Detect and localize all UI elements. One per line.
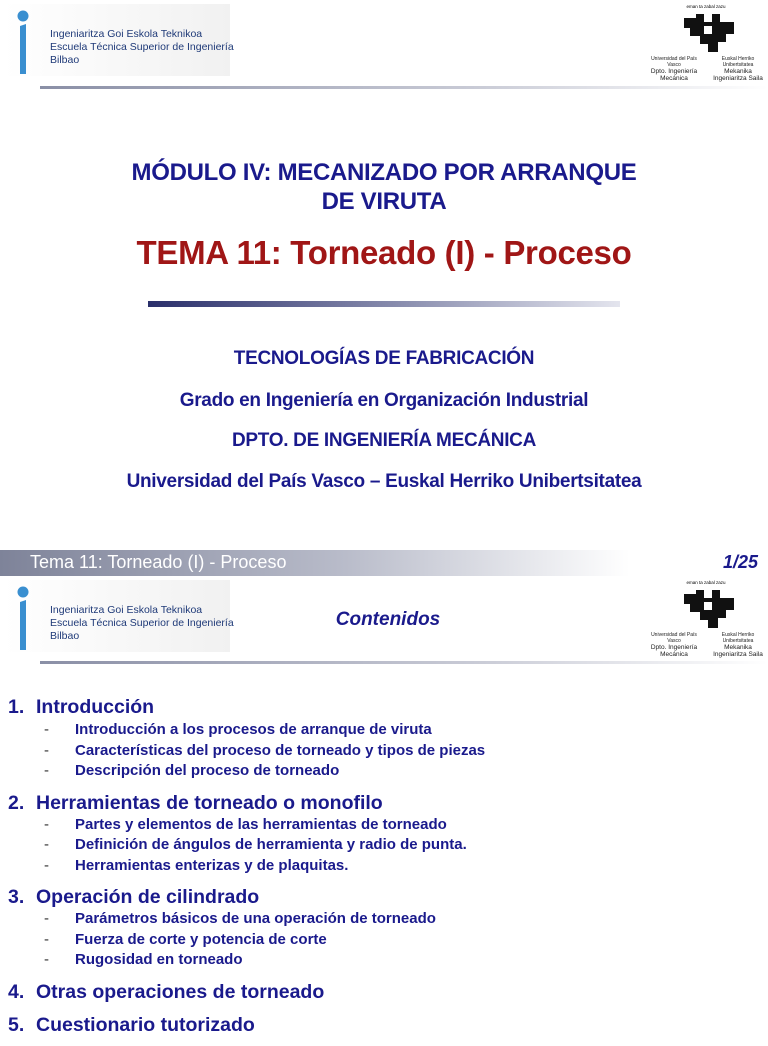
page-number: 1/25 [722, 552, 758, 572]
toc-item-text: Fuerza de corte y potencia de corte [75, 930, 327, 948]
school-logo [4, 580, 234, 652]
toc-section [8, 980, 748, 1004]
toc-section-title: Operación de cilindrado [36, 886, 260, 908]
tema-title: TEMA 11: Torneado (I) - Proceso [136, 234, 632, 271]
toc-item: - Herramientas enterizas y de plaquitas. [44, 856, 349, 874]
school-city: Bilbao [50, 630, 80, 642]
university-dept-eu: Mekanika Ingeniaritza Saila [713, 68, 763, 82]
slide-footer [0, 550, 768, 576]
school-logo-mark-icon [14, 10, 34, 74]
school-name-basque: Ingeniaritza Goi Eskola Teknikoa [50, 28, 203, 40]
toc-section-number: 1. [8, 696, 25, 718]
toc-item-text: Herramientas enterizas y de plaquitas. [75, 856, 349, 874]
toc-section-number: 5. [8, 1013, 25, 1036]
header-divider [40, 661, 768, 664]
toc-section-title: Otras operaciones de torneado [36, 980, 325, 1003]
toc-section-title: Cuestionario tutorizado [36, 1013, 255, 1036]
university-crest-icon [682, 588, 736, 630]
toc-item: - Rugosidad en torneado [44, 951, 243, 968]
toc-item-text: Definición de ángulos de herramienta y radio de punta. [75, 836, 467, 853]
toc-item-text: Descripción del proceso de torneado [75, 762, 340, 779]
toc-item: - Fuerza de corte y potencia de corte [44, 930, 327, 948]
school-name-spanish: Escuela Técnica Superior de Ingeniería [50, 617, 234, 629]
university-name-es: Universidad del País Vasco [651, 56, 697, 68]
university-logo [644, 4, 768, 84]
toc-item: - Introducción a los procesos de arranque de viruta [44, 721, 432, 738]
toc-item: - Partes y elementos de las herramientas de torneado [44, 815, 447, 833]
toc-item-text: Introducción a los procesos de arranque de viruta [75, 721, 432, 738]
course-name: TECNOLOGÍAS DE FABRICACIÓN [233, 348, 535, 369]
toc-section [8, 1013, 748, 1037]
toc-item: - Definición de ángulos de herramienta y radio de punta. [44, 836, 467, 853]
toc-item: - Características del proceso de torneado y tipos de piezas [44, 741, 486, 759]
module-title [60, 158, 708, 216]
toc-item-text: Parámetros básicos de una operación de torneado [75, 910, 436, 927]
toc-section-heading [8, 791, 748, 815]
toc-section-number: 2. [8, 791, 25, 814]
table-of-contents [8, 695, 748, 1046]
footer-title: Tema 11: Torneado (I) - Proceso [30, 552, 287, 572]
university-name-eu: Euskal Herriko Unibertsitatea [721, 632, 755, 644]
school-city: Bilbao [50, 54, 80, 66]
toc-section-heading [8, 980, 748, 1004]
school-logo-mark-icon [14, 586, 34, 650]
school-name-spanish: Escuela Técnica Superior de Ingeniería [50, 41, 234, 53]
university-crest-icon [682, 12, 736, 54]
toc-section [8, 791, 748, 877]
toc-section-heading [8, 885, 748, 909]
toc-item-text: Rugosidad en torneado [75, 951, 243, 968]
toc-section [8, 695, 748, 782]
degree-name: Grado en Ingeniería en Organización Industrial [179, 390, 589, 411]
university-name-eu: Euskal Herriko Unibertsitatea [721, 56, 755, 68]
school-logo [4, 4, 234, 76]
university-dept-es: Dpto. Ingeniería Mecánica [650, 644, 698, 658]
toc-item: - Descripción del proceso de torneado [44, 762, 340, 779]
toc-section-number: 4. [8, 980, 25, 1003]
toc-section-title: Herramientas de torneado o monofilo [36, 791, 383, 814]
module-title-line1: MÓDULO IV: MECANIZADO POR ARRANQUE [131, 159, 637, 186]
header-divider [40, 86, 768, 89]
university-motto: eman ta zabal zazu [686, 4, 726, 9]
title-divider [148, 301, 620, 307]
toc-item-text: Características del proceso de torneado y tipos de piezas [75, 741, 486, 759]
module-title-line2: DE VIRUTA [321, 188, 447, 215]
university-logo [644, 580, 768, 660]
university-name-es: Universidad del País Vasco [651, 632, 697, 644]
toc-section [8, 885, 748, 971]
department-name: DPTO. DE INGENIERÍA MECÁNICA [231, 430, 537, 451]
toc-section-heading [8, 695, 748, 719]
toc-item-text: Partes y elementos de las herramientas de torneado [75, 815, 447, 833]
toc-item: - Parámetros básicos de una operación de torneado [44, 910, 436, 927]
toc-section-heading [8, 1013, 748, 1037]
toc-section-number: 3. [8, 886, 25, 908]
school-name-basque: Ingeniaritza Goi Eskola Teknikoa [50, 604, 203, 616]
contents-title: Contenidos [335, 609, 441, 630]
university-dept-es: Dpto. Ingeniería Mecánica [650, 68, 698, 82]
university-motto: eman ta zabal zazu [686, 580, 726, 585]
toc-section-title: Introducción [36, 696, 155, 718]
university-dept-eu: Mekanika Ingeniaritza Saila [713, 644, 763, 658]
university-full-name: Universidad del País Vasco – Euskal Herriko Unibertsitatea [126, 471, 642, 492]
